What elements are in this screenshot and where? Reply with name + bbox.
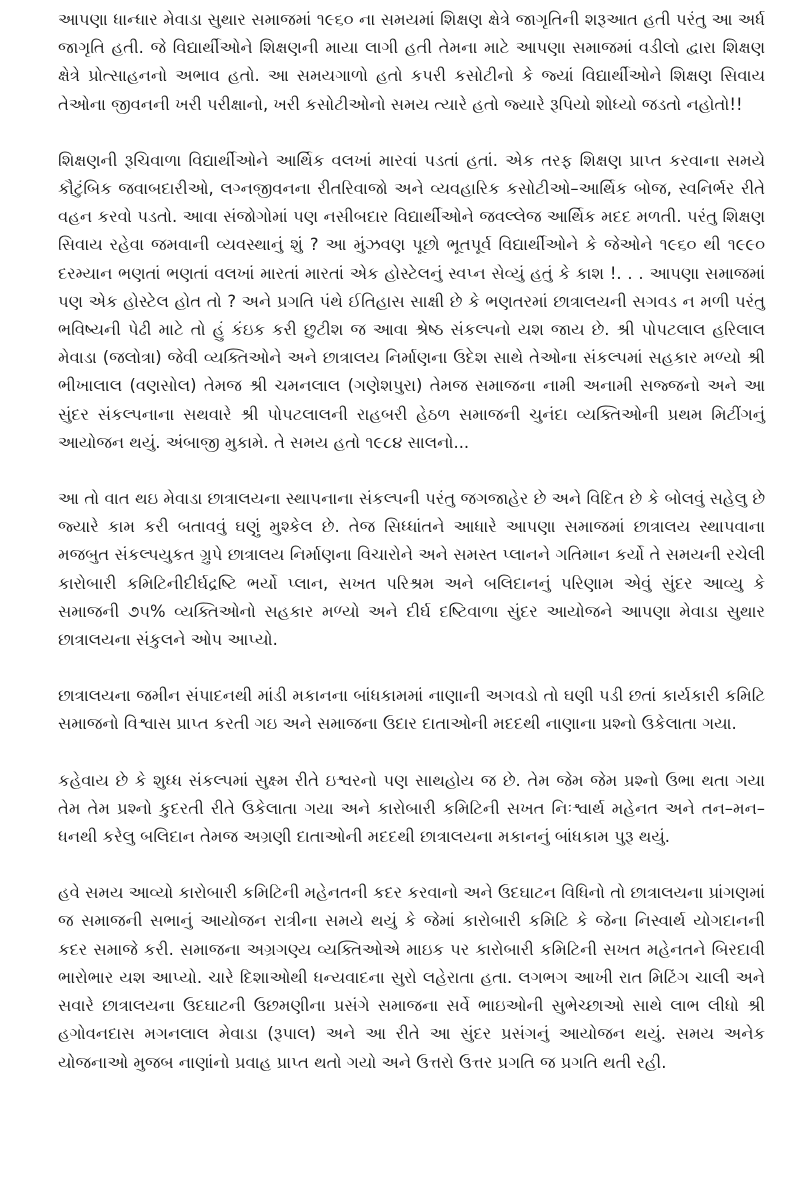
paragraph-2: શિક્ષણની રૂચિવાળા વિદ્યાર્થીઓને આર્થિક વલખાં મારવાં પડતાં હતાં. એક તરફ શિક્ષણ પ્રાપ્ત કરવાના સમયે કૌટુંબિક જવાબદારીઓ, લગ્નજીવનના રીતરિવાજો અને વ્યવહારિક કસોટીઓ–આર્થિક બોજ, સ્વનિર્ભર રીતે વહન કરવો પડતો. આવા સંજોગોમાં પણ નસીબદાર વિદ્યાર્થીઓને જવલ્લેજ આર્થિક મદદ મળતી. પરંતુ શિક્ષણ સિવાય રહેવા જમવાની વ્યવસ્થાનું શું ? આ મુંઝવણ પૂછો ભૂતપૂર્વ વિદ્યાર્થીઓને કે જેઓને ૧૯૬૦ થી ૧૯૯૦ દરમ્યાન ભણતાં ભણતાં વલખાં મારતાં મારતાં એક હોસ્ટેલનું સ્વપ્ન સેવ્યું હતું કે કાશ !. . . આપણા સમાજમાં પણ એક હોસ્ટેલ હોત તો ? અને પ્રગતિ પંથે ઈતિહાસ સાક્ષી છે કે ભણતરમાં છાત્રાલયની સગવડ ન મળી પરંતુ ભવિષ્યની પેઢી માટે તો હું કંઇક કરી છુટીશ જ આવા શ્રેષ્ઠ સંકલ્પનો યશ જાય છે. શ્રી પોપટલાલ હરિલાલ મેવાડા (જલોત્રા) જેવી વ્યક્તિઓને અને છાત્રાલય નિર્માણના ઉદેશ સાથે તેઓના સંકલ્પમાં સહકાર મળ્યો શ્રી ભીખાલાલ (વણસોલ) તેમજ શ્રી ચમનલાલ (ગણેશપુરા) તેમજ સમાજના નામી અનામી સજ્જનો અને આ સુંદર સંકલ્પનાના સથવારે શ્રી પોપટલાલની રાહબરી હેઠળ સમાજની ચુનંદા વ્યક્તિઓની પ્રથમ મિટીંગનું આયોજન થયું. અંબાજી મુકામે. તે સમય હતો ૧૯૮૪ સાલનો... <box>58 150 765 452</box>
paragraph-5: કહેવાય છે કે શુધ્ધ સંકલ્પમાં સુક્ષ્મ રીતે ઇશ્વરનો પણ સાથહોય જ છે. તેમ જેમ જેમ પ્રશ્નો ઉભા થતા ગયા તેમ તેમ પ્રશ્નો કુદરતી રીતે ઉકેલાતા ગયા અને કારોબારી કમિટિની સખત નિઃશ્વાર્થ મહેનત અને તન–મન–ધનથી કરેલુ બલિદાન તેમજ અગ્રણી દાતાઓની મદદથી છાત્રાલયના મકાનનું બાંધકામ પુરૂ થયું. <box>58 770 765 847</box>
paragraph-6: હવે સમય આવ્યો કારોબારી કમિટિની મહેનતની કદર કરવાનો અને ઉદઘાટન વિધિનો તો છાત્રાલયના પ્રાંગણમાં જ સમાજની સભાનું આયોજન રાત્રીના સમયે થયું કે જેમાં કારોબારી કમિટિ કે જેના નિસ્વાર્થ યોગદાનની કદર સમાજે કરી. સમાજના અગ્રગણ્ય વ્યક્તિઓએ માઇક પર કારોબારી કમિટિની સખત મહેનતને બિરદાવી ભારોભાર યશ આપ્યો. ચારે દિશાઓથી ધન્યવાદના સુરો લહેરાતા હતા. લગભગ આખી રાત મિટિંગ ચાલી અને સવારે છાત્રાલયના ઉદઘાટની ઉછમણીના પ્રસંગે સમાજના સર્વે ભાઇઓની સુભેચ્છાઓ સાથે લાભ લીધો શ્રી હગોવનદાસ મગનલાલ મેવાડા (રૂપાલ) અને આ રીતે આ સુંદર પ્રસંગનું આયોજન થયું. સમય અનેક યોજનાઓ મુજબ નાણાંનો પ્રવાહ પ્રાપ્ત થતો ગયો અને ઉત્તરો ઉત્તર પ્રગતિ જ પ્રગતિ થતી રહી. <box>58 883 765 1072</box>
paragraph-4: છાત્રાલયના જમીન સંપાદનથી માંડી મકાનના બાંધકામમાં નાણાની અગવડો તો ઘણી પડી છતાં કાર્યકારી કમિટિ સમાજનો વિશ્વાસ પ્રાપ્ત કરતી ગઇ અને સમાજના ઉદાર દાતાઓની મદદથી નાણાના પ્રશ્નો ઉકેલાતા ગયા. <box>58 686 765 734</box>
paragraph-3: આ તો વાત થઇ મેવાડા છાત્રાલયના સ્થાપનાના સંકલ્પની પરંતુ જગજાહેર છે અને વિદિત છે કે બોલવું સહેલુ છે જ્યારે કામ કરી બતાવવું ઘણું મુશ્કેલ છે. તેજ સિધ્ધાંતને આધારે આપણા સમાજમાં છાત્રાલય સ્થાપવાના મજબુત સંકલ્પયુકત ગ્રુપે છાત્રાલય નિર્માણના વિચારોને અને સમસ્ત પ્લાનને ગતિમાન કર્યો તે સમયની રચેલી કારોબારી કમિટિનીદીર્ઘદ્રષ્ટિ ભર્યો પ્લાન, સખત પરિશ્રમ અને બલિદાનનું પરિણામ એવું સુંદર આવ્યુ કે સમાજની ૭૫% વ્યક્તિઓનો સહકાર મળ્યો અને દીર્ઘ દષ્ટિવાળા સુંદર આયોજને આપણા મેવાડા સુથાર છાત્રાલયના સંકુલને ઓપ આપ્યો. <box>58 489 765 650</box>
paragraph-1: આપણા ધાન્ધાર મેવાડા સુથાર સમાજમાં ૧૯૬૦ ના સમયમાં શિક્ષણ ક્ષેત્રે જાગૃતિની શરૂઆત હતી પરંતુ આ અર્ધ જાગૃતિ હતી. જે વિદ્યાર્થીઓને શિક્ષણની માયા લાગી હતી તેમના માટે આપણા સમાજમાં વડીલો દ્વારા શિક્ષણ ક્ષેત્રે પ્રોત્સાહનનો અભાવ હતો. આ સમયગાળો હતો કપરી કસોટીનો કે જ્યાં વિદ્યાર્થીઓને શિક્ષણ સિવાય તેઓના જીવનની ખરી પરીક્ષાનો, ખરી કસોટીઓનો સમય ત્યારે હતો જ્યારે રૂપિયો શોધ્યો જડતો નહોતો!! <box>58 10 765 114</box>
